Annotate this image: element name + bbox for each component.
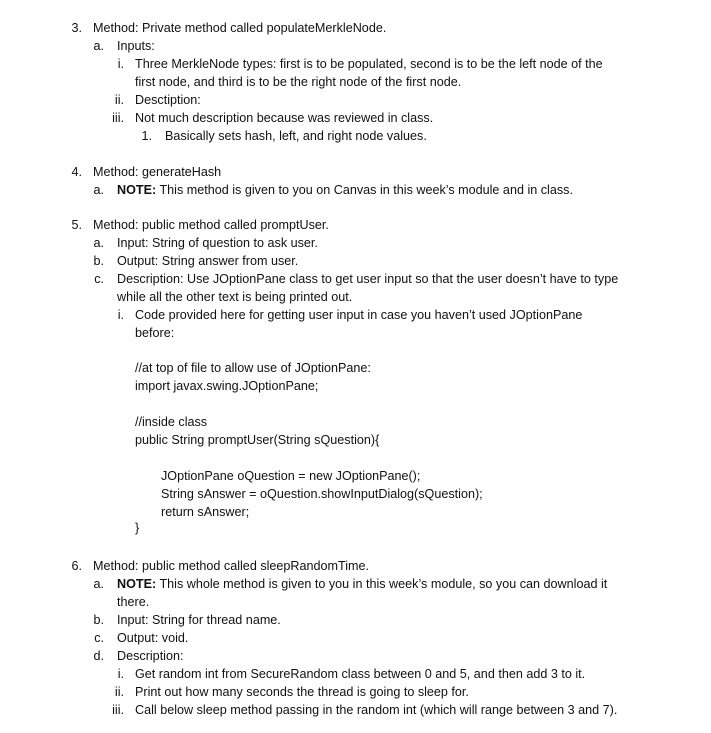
code-line: JOptionPane oQuestion = new JOptionPane(); — [161, 469, 421, 483]
list-text: first node, and third is to be the right node of the first node. — [135, 75, 462, 89]
code-line: return sAnswer; — [161, 505, 250, 519]
list-roman: i. — [117, 57, 124, 71]
list-letter: c. — [94, 272, 104, 286]
list-text — [117, 181, 573, 199]
list-letter: a. — [93, 577, 104, 591]
list-number: 1. — [141, 129, 152, 143]
method-heading: Method: Private method called populateMerkleNode. — [93, 21, 387, 35]
list-roman: ii. — [114, 93, 124, 107]
method-heading: Method: public method called sleepRandomTime. — [93, 559, 370, 573]
list-roman: ii. — [114, 685, 124, 699]
list-roman: i. — [117, 667, 124, 681]
list-number: 3. — [71, 21, 82, 35]
list-letter: b. — [93, 254, 104, 268]
code-line: String sAnswer = oQuestion.showInputDialog(sQuestion); — [161, 487, 483, 501]
code-line: //inside class — [135, 415, 208, 429]
list-roman: iii. — [112, 111, 124, 125]
list-text: Output: String answer from user. — [117, 254, 299, 268]
list-number: 5. — [71, 218, 82, 232]
code-line: //at top of file to allow use of JOptionPane: — [135, 361, 371, 375]
list-roman: i. — [117, 308, 124, 322]
list-text: Call below sleep method passing in the random int (which will range between 3 and 7). — [135, 703, 618, 717]
list-text: Input: String of question to ask user. — [117, 236, 318, 250]
list-text: before: — [135, 326, 175, 340]
note-label: NOTE: — [117, 183, 157, 197]
list-text: Description: — [117, 649, 184, 663]
list-number: 6. — [71, 559, 82, 573]
code-line: import javax.swing.JOptionPane; — [135, 379, 319, 393]
note-label: NOTE: — [117, 577, 157, 591]
list-text: there. — [117, 595, 150, 609]
list-letter: a. — [93, 183, 104, 197]
list-text: while all the other text is being printed out. — [117, 290, 353, 304]
list-letter: c. — [94, 631, 104, 645]
list-letter: a. — [93, 39, 104, 53]
list-roman: iii. — [112, 703, 124, 717]
list-text: Basically sets hash, left, and right node values. — [165, 129, 427, 143]
list-text: Print out how many seconds the thread is going to sleep for. — [135, 685, 469, 699]
list-text: Output: void. — [117, 631, 189, 645]
list-letter: a. — [93, 236, 104, 250]
method-heading: Method: public method called promptUser. — [93, 218, 329, 232]
code-line: } — [135, 521, 140, 535]
list-text: Not much description because was reviewed in class. — [135, 111, 434, 125]
list-text: Get random int from SecureRandom class between 0 and 5, and then add 3 to it. — [135, 667, 586, 681]
list-text: Code provided here for getting user input in case you haven’t used JOptionPane — [135, 308, 583, 322]
note-text: This method is given to you on Canvas in this week’s module and in class. — [156, 183, 573, 197]
list-text: Description: Use JOptionPane class to get user input so that the user doesn’t have to type — [117, 272, 619, 286]
list-text: Desctiption: — [135, 93, 201, 107]
code-line: public String promptUser(String sQuestion){ — [135, 433, 380, 447]
list-letter: d. — [93, 649, 104, 663]
list-letter: b. — [93, 613, 104, 627]
list-number: 4. — [71, 165, 82, 179]
list-text: Three MerkleNode types: first is to be populated, second is to be the left node of the — [135, 57, 603, 71]
list-text — [117, 575, 607, 593]
note-text: This whole method is given to you in this week’s module, so you can download it — [156, 577, 608, 591]
list-text: Input: String for thread name. — [117, 613, 281, 627]
method-heading: Method: generateHash — [93, 165, 222, 179]
list-text: Inputs: — [117, 39, 155, 53]
